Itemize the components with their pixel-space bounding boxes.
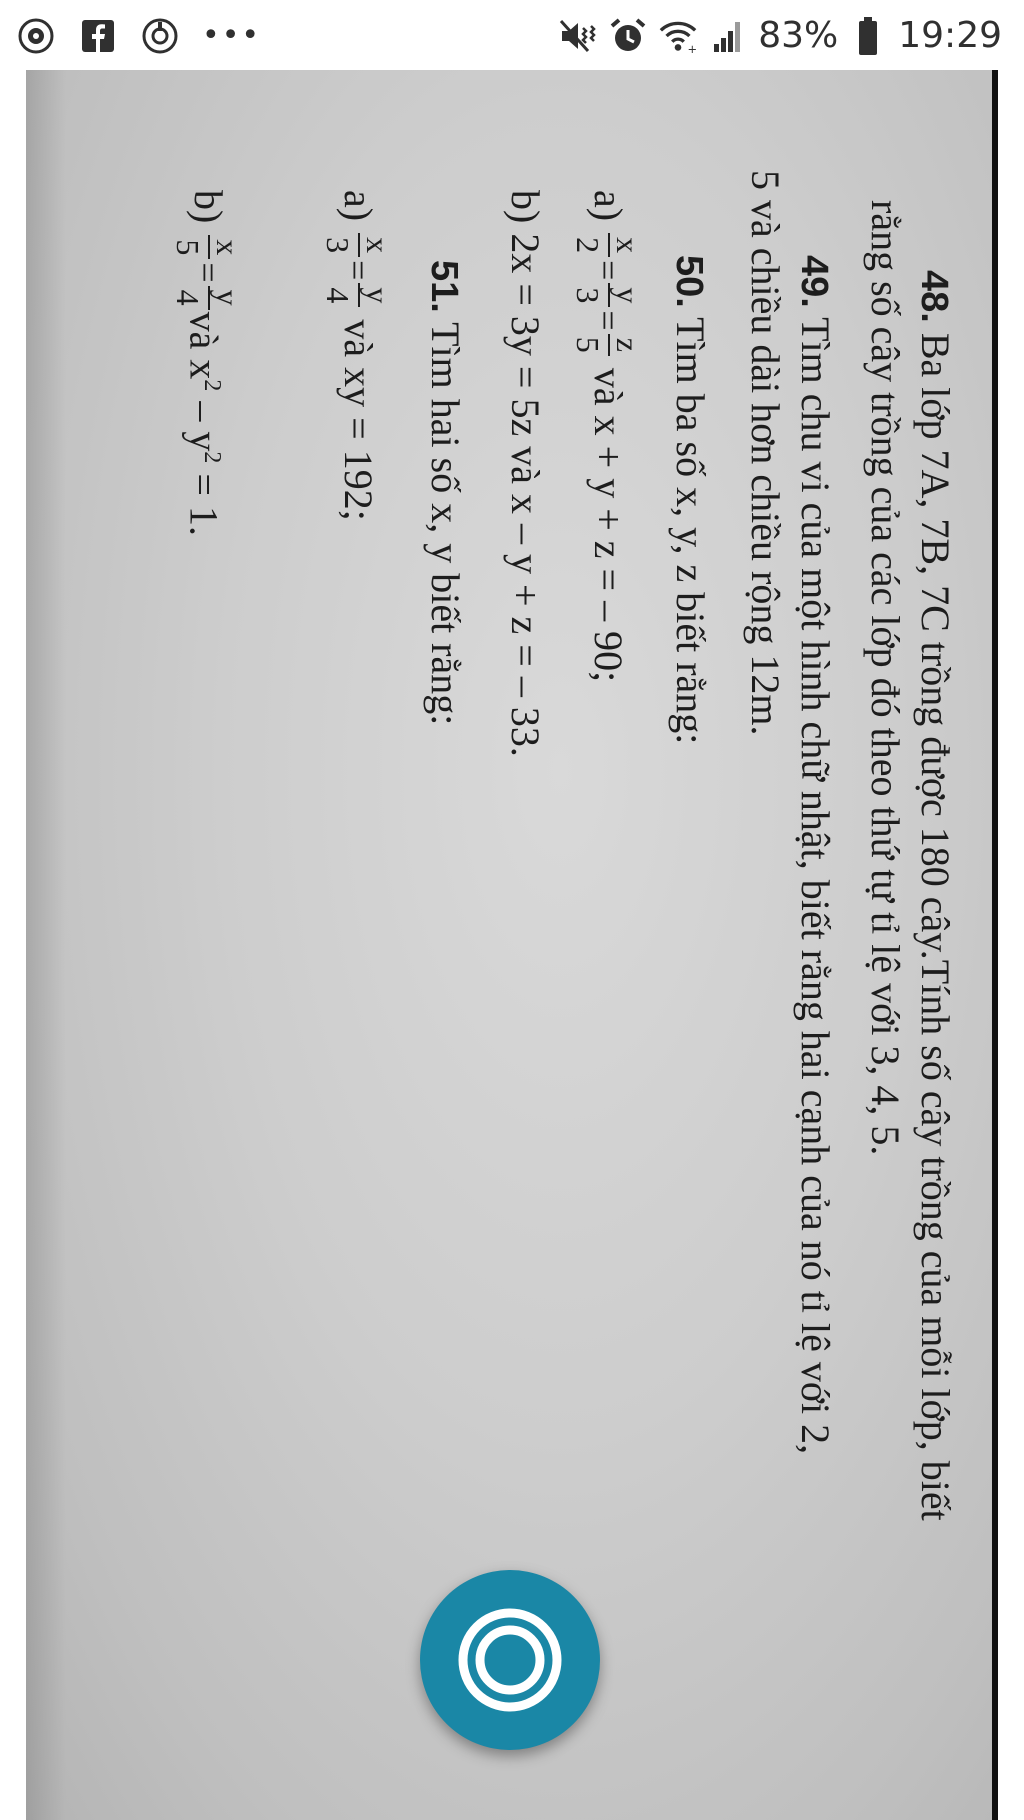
battery-icon [848, 16, 888, 56]
numerator: x [358, 233, 394, 257]
exercise-51-a-condition: và xy = 192; [336, 319, 381, 521]
denominator: 3 [320, 237, 356, 254]
exercise-50-a-condition: và x + y + z = – 90; [586, 367, 631, 683]
fraction-y-over-3 [572, 283, 644, 307]
exercise-50-part-a: a) x 2 = y 3 = z 5 và x + y + z = – 90; [570, 190, 646, 683]
exercise-50-part-b: b) 2x = 3y = 5z và x – y + z = – 33. [503, 190, 548, 757]
numerator: y [358, 283, 394, 307]
numerator: y [208, 286, 244, 310]
exercise-51-b-label: b) [186, 190, 231, 224]
fraction-z-over-5 [572, 334, 644, 356]
exercise-51-number: 51. [423, 260, 465, 313]
exercise-50-heading [666, 255, 713, 744]
numerator: x [208, 235, 244, 259]
fraction-x-over-2 [572, 233, 644, 257]
exercise-48-number: 48. [913, 270, 955, 323]
exercise-49-line-1 [791, 255, 838, 1454]
exercise-51-part-a: a) x 3 = y 4 và xy = 192; [320, 190, 396, 521]
mute-vibrate-icon [558, 16, 598, 56]
battery-percentage: 83% [758, 15, 839, 56]
settings-app-icon [16, 16, 56, 56]
status-bar-right [558, 12, 1002, 60]
status-bar-left [16, 16, 261, 56]
fraction-x-over-5 [172, 235, 244, 259]
denominator: 5 [170, 239, 206, 256]
facebook-icon [78, 16, 118, 56]
denominator: 2 [570, 237, 606, 254]
exercise-48-line-2: rằng số cây trồng của các lớp đó theo thứ tự tỉ lệ với 3, 4, 5. [863, 200, 908, 1156]
exercise-49-text-1: Tìm chu vi của một hình chữ nhật, biết rằng hai cạnh của nó tỉ lệ với 2, [793, 317, 838, 1455]
exercise-51-part-b: b) x 5 = y 4 và $x^2 - y^2 = 1$. [170, 190, 246, 536]
camera-shutter-icon [455, 1605, 565, 1715]
exercise-50-text: Tìm ba số x, y, z biết rằng: [668, 317, 713, 745]
capture-button[interactable] [420, 1570, 600, 1750]
exercise-48-line-1 [911, 270, 958, 1521]
exercise-50-a-label: a) [586, 190, 631, 222]
denominator: 4 [320, 287, 356, 304]
signal-icon [708, 16, 748, 56]
exercise-51-a-label: a) [336, 190, 381, 222]
numerator: x [608, 233, 644, 257]
denominator: 5 [570, 336, 606, 353]
exercise-51-b-condition: và $x^2 - y^2 = 1$. [181, 311, 227, 536]
exercise-49-number: 49. [793, 255, 835, 308]
wifi-icon [658, 16, 698, 56]
exercise-49-line-2: 5 và chiều dài hơn chiều rộng 12m. [743, 170, 788, 736]
more-notifications-icon: ••• [202, 18, 262, 53]
numerator: z [608, 334, 644, 356]
fraction-y-over-4 [322, 283, 394, 307]
camera-photo-view [26, 70, 998, 1820]
clock: 19:29 [898, 15, 1002, 56]
denominator: 3 [570, 287, 606, 304]
denominator: 4 [170, 289, 206, 306]
exercise-50-number: 50. [668, 255, 710, 308]
exercise-48-text-1: Ba lớp 7A, 7B, 7C trồng được 180 cây.Tính số cây trồng của mỗi lớp, biết [913, 332, 958, 1521]
fraction-x-over-3 [322, 233, 394, 257]
messenger-icon [140, 16, 180, 56]
fraction-y-over-4 [172, 286, 244, 310]
svg-text:+: + [687, 42, 698, 55]
numerator: y [608, 283, 644, 307]
alarm-icon [608, 16, 648, 56]
exercise-51-text: Tìm hai số x, y biết rằng: [423, 322, 468, 726]
textbook-page [28, 70, 998, 1820]
exercise-51-heading [421, 260, 468, 725]
status-bar [0, 0, 1024, 72]
